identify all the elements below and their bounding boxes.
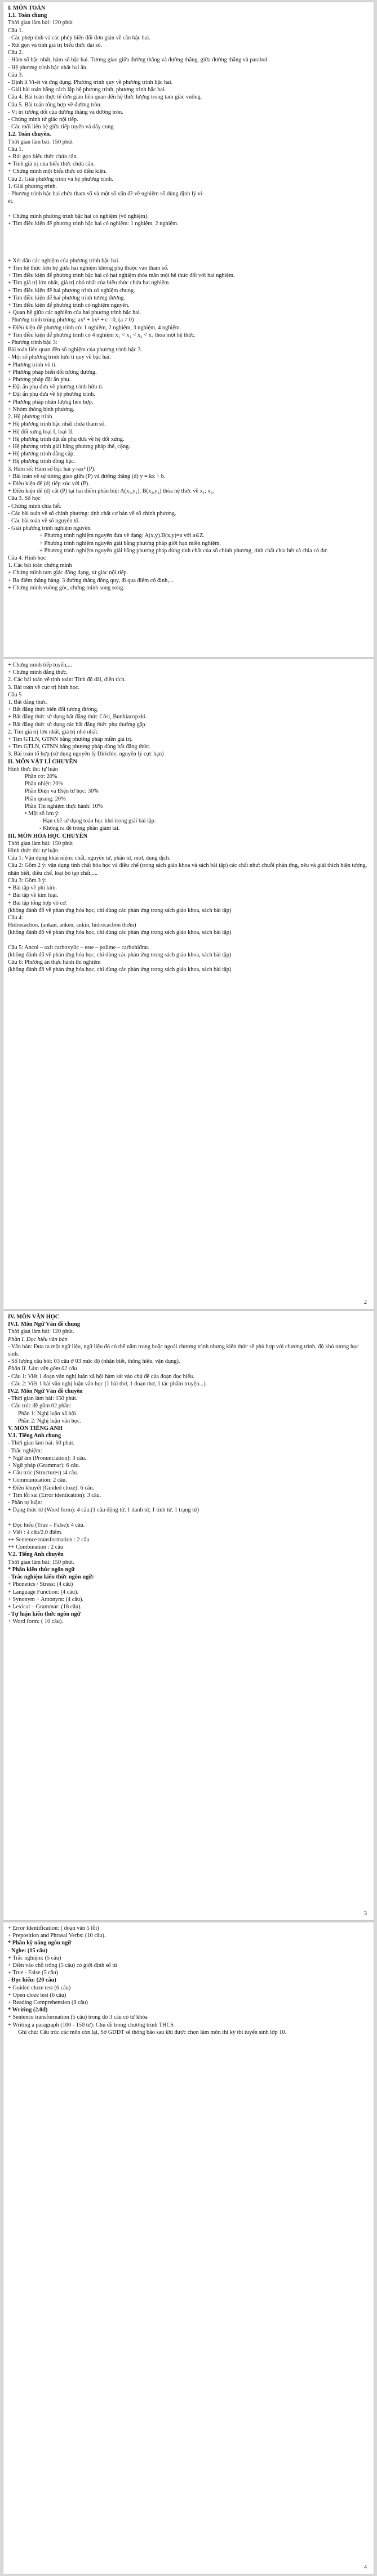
text-line: 2. Tìm giá trị lớn nhất, giá trị nhỏ nhất. — [8, 728, 99, 735]
text-line: + Hệ đối xứng loại I, loại II. — [8, 428, 74, 435]
text-line: - Giải phương trình nghiệm nguyên. — [8, 525, 92, 532]
text-line: - Số lượng câu hỏi: 03 câu ở 03 mức độ (nhận biết, thông hiểu, vận dụng). — [8, 1358, 180, 1365]
text-line: * Phần kỹ năng ngôn ngữ — [8, 1940, 72, 1947]
text-line: Câu 2. — [8, 50, 23, 56]
text-line: + Tìm GTLN, GTNN bằng phương pháp dùng bất đẳng thức. — [8, 744, 150, 750]
text-line: + Lexical – Grammar: (18 câu). — [8, 1603, 82, 1610]
text-line: Phần Thí nghiệm thực hành: 10% — [25, 803, 103, 810]
text-line: + Phương pháp biến đổi tương đương. — [8, 369, 97, 375]
text-line: Thời gian làm bài: 120 phút. — [8, 1329, 74, 1335]
text-line: + Bài tập về phi kim. — [8, 885, 57, 892]
text-line: V.1. Tiếng Anh chung — [8, 1433, 61, 1439]
text-line: + Quan hệ giữa các nghiệm của hai phương trình bậc hai. — [8, 310, 141, 316]
text-line: Ghi chú: Cấu trúc các môn còn lại, Sở GDĐT sẽ thông báo sau khi được chọn làm môn thi kỳ thi tuyển sinh lớp 10. — [18, 2029, 287, 2036]
text-line: * Writing (2.0đ) — [8, 2007, 48, 2014]
document-page — [3, 1922, 374, 2574]
text-line: + Chứng minh phương trình bậc hai có nghiệm (vô nghiệm). — [8, 213, 149, 220]
text-line: + Hệ phương trình đặt ẩn phụ đưa về hệ đối xứng. — [8, 436, 125, 442]
text-line: Bài toán liên quan đến số nghiệm của phương trình bậc 3. — [8, 347, 143, 354]
text-line: Câu 5: Ancol – axit carboxylic – este – polime – carbohiđrat. — [8, 944, 150, 951]
text-line — [8, 250, 369, 257]
text-line: - Câu 2: Viết 1 bài văn nghị luận văn học (1 bài thơ, 1 đoạn thơ, 1 tác phẩm truyện...). — [8, 1380, 207, 1387]
text-line: 2. Hệ phương trình — [8, 414, 52, 421]
text-line: + Viết : 4 câu/2.0 điểm. — [8, 1529, 63, 1536]
text-line: + Điều kiện để phương trình có: 1 nghiệm, 2 nghiệm, 3 nghiệm, 4 nghiệm. — [8, 324, 181, 331]
text-line: 3. Bài toán về cực trị hình học. — [8, 684, 80, 691]
text-line: Câu 3: Gồm 3 ý: — [8, 877, 47, 884]
text-line: - Phương trình trùng phương: ax⁴ + bx² + c =0, (a ≠ 0) — [8, 317, 134, 324]
text-line: - Không ra đề trong phần giảm tải. — [39, 825, 120, 832]
text-line — [8, 242, 369, 249]
text-line: - Các phép tính và các phép biến đổi đơn giản về căn bậc hai. — [8, 34, 150, 41]
text-line: - Hệ phương trình bậc nhất hai ẩn. — [8, 64, 88, 71]
text-line: + Trắc nghiệm: (5 câu) — [8, 1955, 61, 1961]
text-line: + Tìm điều kiện để phương trình có 4 nghiệm x₁ < x₂ < x₃ < x₄ thỏa một hệ thức. — [8, 332, 196, 338]
text-line: + Preposition and Phrasal Verbs: (10 câu). — [8, 1933, 106, 1939]
text-line: + Hệ phương trình đồng bậc. — [8, 458, 76, 465]
text-line: - Thời gian làm bài: 150 phút. — [8, 1396, 78, 1402]
text-line: - Phần tự luận: — [8, 1500, 42, 1506]
text-line: + Đặt ẩn phụ đưa về phương trình hữu tỉ. — [8, 384, 104, 391]
text-line: + Phương trình nghiệm nguyên giải bằng phương pháp giới hạn miền nghiệm. — [39, 540, 221, 547]
text-line: + Phương pháp đặt ẩn phụ. — [8, 377, 71, 383]
text-line: ++ Combination : 2 câu — [8, 1544, 63, 1551]
text-line: Câu 4: — [8, 914, 24, 921]
page-content — [8, 661, 369, 974]
text-line: + Communication: 2 câu. — [8, 1477, 67, 1484]
text-line: Phần II. Làm văn gồm 02 câu — [8, 1366, 77, 1372]
text-line — [8, 235, 369, 242]
text-line: 3. Hàm số: Hàm số bậc hai y=ax² (P). — [8, 466, 96, 472]
text-line: + Word form: ( 10 câu). — [8, 1618, 64, 1625]
text-line: + Bất đẳng thức sử dụng bất đẳng thức Côsi, Bunhiacopxki. — [8, 714, 147, 721]
text-line: Câu 3. Số học — [8, 495, 41, 502]
text-line: - Định lí Vi-ét và ứng dụng. Phương trình quy về phương trình bậc hai. — [8, 79, 173, 86]
text-line: ++ Sentence transformation : 2 câu — [8, 1537, 90, 1544]
document-page — [3, 659, 374, 1309]
text-line: + Điền vào chỗ trống (5 câu) có giới định số từ — [8, 1962, 117, 1969]
text-line: - Một số phương trình hữu tỉ quy về bậc hai. — [8, 354, 111, 361]
text-line: + Phương trình vô tỉ. — [8, 361, 57, 368]
text-line: - Cấu trúc đề gồm 02 phần: — [8, 1403, 72, 1410]
text-line: - Các mối liên hệ giữa tiếp tuyến và dây cung. — [8, 124, 116, 131]
text-line: Câu 5. Bài toán tổng hợp về đường tròn. — [8, 101, 102, 108]
text-line: (không đánh đố về phản ứng hóa học, chỉ dùng các phản ứng trong sách giáo khoa, sách bài tập) — [8, 967, 232, 973]
text-line: - Các bài toán về số chính phương: tính chất cơ bản về số chính phương. — [8, 510, 176, 517]
text-line: ét. — [8, 198, 14, 205]
text-line: + Đọc hiểu (True – False): 4 câu. — [8, 1522, 85, 1528]
text-line: - Văn bản: Đưa ra một ngữ liệu, ngữ liệu đó có thể nằm trong hoặc ngoài chương trình nhưng kiến thức sẽ phù hợp với chương trình, độ khó tương học sinh. — [8, 1343, 359, 1358]
text-line: + Tìm lỗi sai (Error identication): 3 câu. — [8, 1492, 101, 1499]
text-line: + Open cloze test (6 câu) — [8, 1992, 66, 1998]
text-line: + Rút gọn biểu thức chứa căn. — [8, 154, 78, 160]
text-line: + Ngữ pháp (Grammar): 6 câu. — [8, 1463, 81, 1469]
text-line: 1. Bất đẳng thức. — [8, 699, 48, 706]
page-number: 3 — [364, 1911, 367, 1917]
text-line: - Giải bài toán bằng cách lập hệ phương trình, phương trình bậc hai. — [8, 87, 166, 93]
page-content — [8, 5, 369, 592]
text-line: + Tìm hệ thức liên hệ giữa hai nghiệm không phụ thuộc vào tham số. — [8, 265, 168, 272]
text-line: 1.1. Toán chung — [8, 12, 47, 19]
text-line: III. MÔN HÓA HỌC CHUYÊN — [8, 833, 88, 839]
text-line: + Phương trình nghiệm nguyên đưa về dạng: A(x,y).B(x,y)=a với a∈Z. — [39, 533, 205, 539]
text-line: - Chứng minh chia hết. — [8, 503, 62, 509]
text-line: + Bài toán về sự tương giao giữa (P) và đường thẳng (d) y = kx + b. — [8, 473, 166, 480]
text-line: + Tìm điều kiện để hai phương trình có nghiệm chung. — [8, 287, 135, 294]
page-content — [8, 1925, 369, 2036]
text-line: IV. MÔN VĂN HỌC — [8, 1314, 60, 1320]
text-line: Phần quang: 20% — [25, 795, 66, 802]
text-line: - Trắc nghiệm kiến thức ngôn ngữ: — [8, 1574, 94, 1581]
text-line: + Ba điểm thẳng hàng, 3 đường thẳng đồng quy, đi qua điểm cố định,... — [8, 577, 174, 584]
text-line: + Tìm điều kiện để hai phương trình tương đương. — [8, 294, 125, 301]
text-line: (không đánh đố về phản ứng hóa học, chỉ dùng các phản ứng trong sách giáo khoa, sách bài tập) — [8, 951, 232, 958]
text-line: * Phần kiến thức ngôn ngữ — [8, 1566, 75, 1573]
text-line: + Ngữ âm (Pronunciation): 3 câu. — [8, 1455, 86, 1461]
text-line: + Chứng minh vuông góc, chứng minh song song. — [8, 584, 125, 591]
text-line: Thời gian làm bài: 150 phút — [8, 840, 73, 847]
text-line: Câu 2: Gồm 2 ý: vận dụng tính chất hóa học và điều chế (trong sách giáo khoa và sách bài tập) các chất như: chuỗi phản ứng, nêu và giải thích hiện tượng, nhận biết, điều chế, loại bỏ tạp chất,.... — [8, 862, 367, 876]
text-line: Câu 5 — [8, 691, 22, 698]
text-line: Câu 6: Phương án thực hành thí nghiệm — [8, 959, 101, 966]
text-line: - Câu 1: Viết 1 đoạn văn nghị luận xã hội hàm sát vào chủ đề của đoạn đọc hiểu. — [8, 1373, 194, 1380]
text-line: + Tính giá trị của biểu thức chứa căn. — [8, 161, 95, 168]
text-line: Câu 3. — [8, 71, 23, 78]
text-line: + Chứng minh tam giác đồng dạng, tứ giác nội tiếp. — [8, 570, 128, 576]
text-line: + Tìm GTLN, GTNN bằng phương pháp miền giá trị. — [8, 736, 133, 743]
text-line: - Phương trình bậc hai chứa tham số và một số vấn đề về nghiệm số dùng định lý vi- — [8, 191, 205, 198]
text-line — [8, 227, 369, 235]
text-line: - Phương trình bậc 3: — [8, 339, 57, 346]
page-content — [8, 1313, 369, 1626]
text-line: + Xét dấu các nghiệm của phương trình bậc hai. — [8, 257, 120, 264]
text-line: - Hàm số bậc nhất, hàm số bậc hai. Tương giao giữa đường thẳng và đường thẳng, giữa đường thẳng và parabol. — [8, 57, 269, 64]
text-line: Thời gian làm bài: 120 phút — [8, 20, 73, 26]
text-line: Phần nhiệt: 20% — [25, 781, 64, 788]
text-line: 1.2. Toán chuyên. — [8, 131, 51, 138]
text-line: + Language Function: (4 câu). — [8, 1589, 79, 1595]
text-line: Hình thức thi: tự luận — [8, 766, 58, 772]
text-line — [8, 205, 369, 212]
text-line: Phần cơ: 20% — [25, 773, 57, 780]
text-line: - Thời gian làm bài: 60 phút. — [8, 1440, 75, 1447]
text-line: Phần Điện và Điện từ học: 30% — [25, 788, 99, 795]
text-line: V.2. Tiếng Anh chuyên — [8, 1551, 64, 1558]
text-line: - Các bài toán về số nguyên tố. — [8, 517, 80, 524]
text-line: II. MÔN VẬT LÍ CHUYÊN — [8, 758, 77, 765]
text-line: Phần I. Đọc hiểu văn bản — [8, 1336, 68, 1343]
text-line: I. MÔN TOÁN — [8, 5, 46, 11]
text-line: - Vị trí tương đối của đường thẳng và đường tròn. — [8, 109, 123, 115]
text-line: Thời gian làm bài: 150 phút — [8, 138, 73, 145]
text-line: Câu 4. Hình học — [8, 554, 46, 561]
text-line: + Đặt ẩn phụ đưa về hệ phương trình. — [8, 391, 95, 398]
text-line: - Tự luận kiến thức ngôn ngữ — [8, 1611, 81, 1618]
text-line: + Tìm điều kiện để phương trình bậc hai có nghiệm: 1 nghiệm, 2 nghiệm. — [8, 220, 179, 227]
text-line: + Phonetics / Stress: (4 câu) — [8, 1581, 73, 1588]
text-line: - Trắc nghiệm: — [8, 1447, 42, 1454]
text-line: + Hệ phương trình giải bằng phương pháp thế, cộng. — [8, 443, 130, 450]
text-line: + Hệ phương trình đẳng cấp. — [8, 451, 75, 458]
text-line: 1. Giải phương trình. — [8, 183, 57, 190]
text-line: • Một số lưu ý: — [25, 811, 60, 817]
text-line: + Bài tập về kim loại. — [8, 892, 59, 899]
text-line: (không đánh đố về phản ứng hóa học, chỉ dùng các phản ứng trong sách giáo khoa, sách bài tập) — [8, 929, 232, 936]
text-line: + Điền khuyết (Guided cloze): 6 câu. — [8, 1484, 95, 1491]
text-line: (không đánh đố về phản ứng hóa học, chỉ dùng các phản ứng trong sách giáo khoa, sách bài tập) — [8, 907, 232, 914]
text-line: + True - False (5 câu) — [8, 1970, 59, 1976]
text-line: + Cấu trúc (Structures) :4 câu. — [8, 1470, 78, 1477]
text-line: - Chứng minh tứ giác nội tiếp. — [8, 117, 78, 123]
text-line: + Guided cloze test (6 câu) — [8, 1984, 71, 1991]
text-line: Câu 2. Giải phương trình và hệ phương trình. — [8, 176, 113, 182]
text-line: 3. Bài toán tổ hợp (sử dụng nguyên lý Dirichle, nguyên lý cực hạn) — [8, 751, 164, 758]
text-line: + Tìm điều kiện để phương trình bậc hai có hai nghiệm thỏa mãn một hệ thức đối với hai nghiệm. — [8, 272, 235, 279]
text-line — [8, 1514, 369, 1521]
text-line: IV.2. Môn Ngữ Văn đề chuyên — [8, 1388, 83, 1395]
text-line: Câu 1: Vận dụng khái niệm: chất, nguyên tử, phân tử, mol, dung dịch. — [8, 855, 171, 862]
text-line: + Bài tập tổng hợp vô cơ. — [8, 900, 68, 906]
text-line: IV.1. Môn Ngữ Văn đề chung — [8, 1321, 80, 1328]
text-line: - Rút gọn và tính giá trị biểu thức đại số. — [8, 42, 103, 49]
text-line: 2. Các bài toán về tính toán: Tính độ dài, diện tích. — [8, 677, 126, 683]
text-line: + Chứng minh tiếp tuyến,... — [8, 662, 72, 668]
text-line: 1. Các bài toán chứng minh — [8, 562, 72, 569]
text-line: + Bất đẳng thức biến đổi tương đương. — [8, 706, 99, 713]
text-line: + Sentence transformation (5 câu) trong đó 3 câu có từ khóa — [8, 2014, 148, 2021]
text-line: + Error Identification: ( đoạn văn 5 lỗi) — [8, 1925, 99, 1931]
text-line: + Phương pháp nhân lượng liên hợp. — [8, 399, 94, 405]
text-line: + Điều kiện để (d) tiếp xúc với (P). — [8, 480, 90, 487]
text-line: Phần 2: Nghị luận văn học. — [18, 1417, 82, 1424]
text-line: + Điều kiện để (d) cắt (P) tại hai điểm phân biệt A(x₁,y₁), B(x₂,y₂) thỏa hệ thức về x₁; x₂. — [8, 488, 215, 495]
text-line — [8, 937, 369, 944]
text-line: + Reading Comprehension (8 câu) — [8, 2000, 88, 2006]
text-line: + Dạng thức từ (Word form): 4 câu.(1 câu động từ, 1 danh từ, 1 tính từ, 1 trạng từ) — [8, 1507, 199, 1514]
text-line: Phần 1: Nghị luận xã hội. — [18, 1410, 78, 1417]
text-line: Câu 1. — [8, 27, 23, 34]
text-line: Thời gian làm bài: 150 phút. — [8, 1559, 74, 1566]
text-line: - Nghe: (15 câu) — [8, 1947, 48, 1954]
text-line: - Đọc hiểu: (20 câu) — [8, 1977, 56, 1984]
text-line: Câu 4. Bài toán thực tế đơn giản liên quan đến hệ thức lượng trong tam giác vuông. — [8, 94, 202, 101]
text-line: - Hạn chế sử dụng toán học khó trong giải bài tập. — [39, 818, 156, 825]
text-line: Hình thức thi: tự luận — [8, 848, 58, 855]
text-line: + Tìm điều kiện để phương trình có nghiệm nguyên. — [8, 302, 130, 309]
text-line: + Synonym + Antonym: (4 câu). — [8, 1596, 84, 1603]
text-line: Câu 1. — [8, 146, 23, 153]
document-page — [3, 2, 374, 657]
text-line: Hidrocacbon. (ankan, anken, ankin, hidrocacbon thơm) — [8, 922, 136, 929]
text-line: V. MÔN TIẾNG ANH — [8, 1425, 63, 1432]
text-line: + Tìm giá trị lớn nhất, giá trị nhỏ nhất của biểu thức chứa hai nghiệm. — [8, 280, 170, 287]
text-line: + Chứng minh một biểu thức có điều kiện. — [8, 168, 107, 175]
text-line: + Nhóm thông bình phương. — [8, 406, 74, 413]
document-page — [3, 1311, 374, 1920]
text-line: + Phương trình nghiệm nguyên giải bằng phương pháp dùng tính chất của số chính phương, tính chất chia hết và chia có dư. — [39, 547, 329, 554]
page-number: 2 — [364, 1299, 367, 1305]
text-line: + Chứng minh đẳng thức. — [8, 669, 68, 676]
text-line: + Hệ phương trình bậc nhất chứa tham số. — [8, 421, 106, 428]
text-line: + Writing a paragraph (100 - 150 từ): Chủ đề trong chương trình THCS — [8, 2022, 174, 2028]
page-number: 4 — [364, 2564, 367, 2570]
text-line: + Bất đẳng thức sử dụng các bất đẳng thức phụ thường gặp. — [8, 721, 147, 728]
